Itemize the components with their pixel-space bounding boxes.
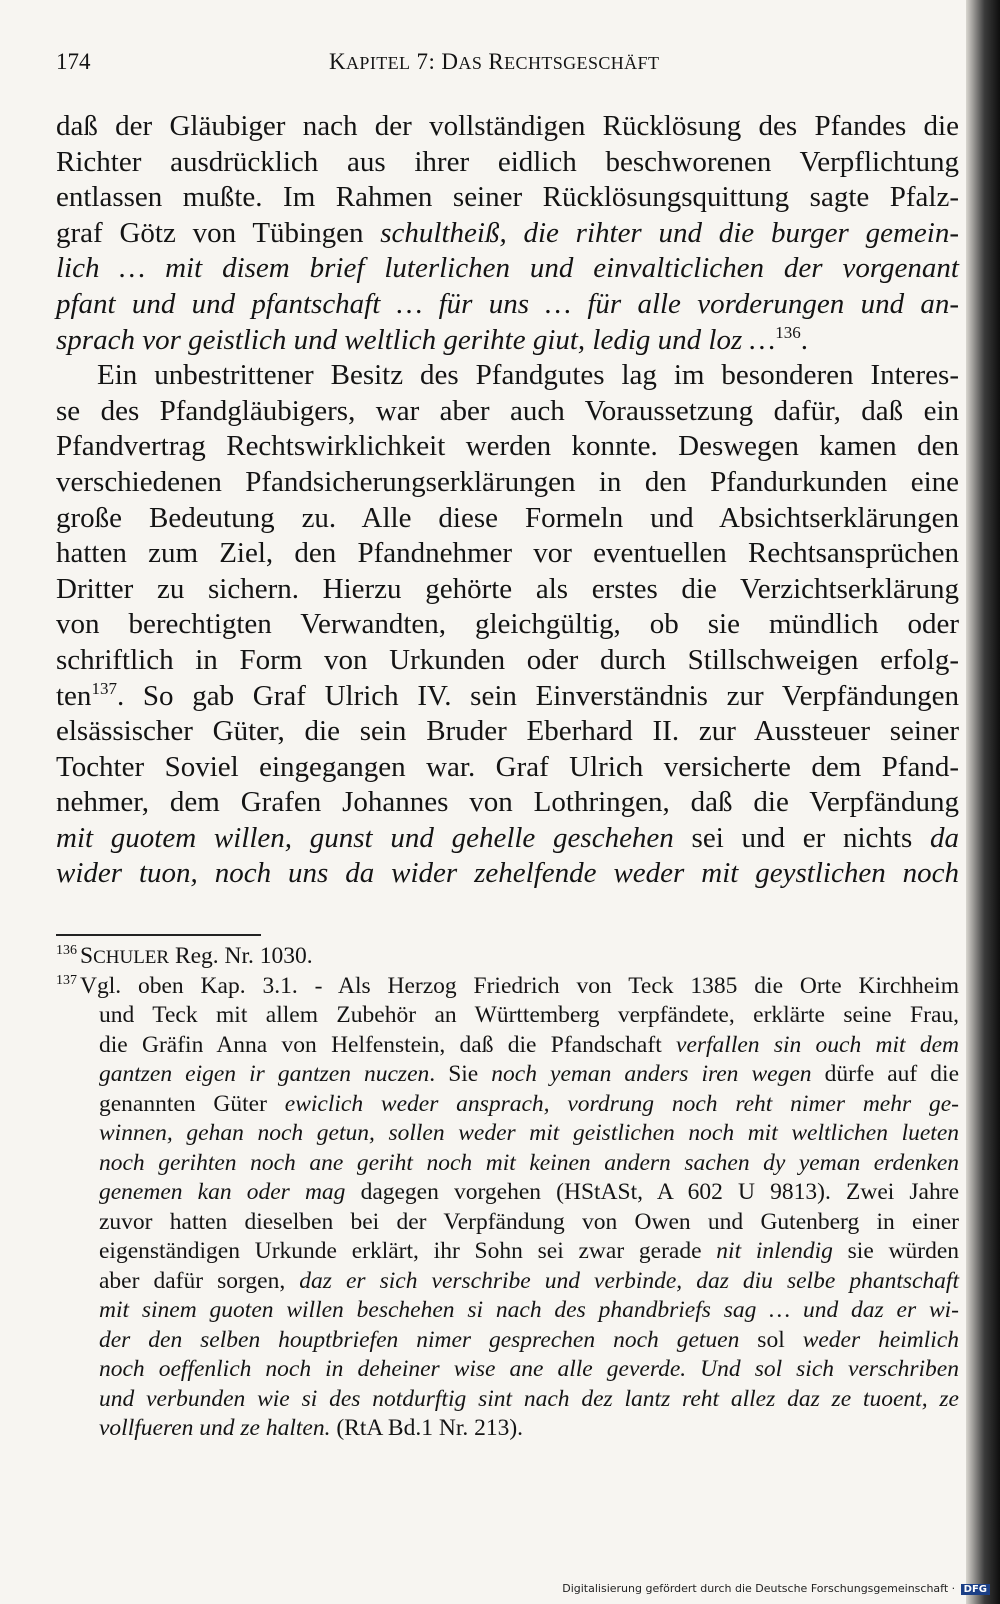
text-line: Tochter Soviel eingegangen war. Graf Ulrich versicherte dem Pfand-	[56, 750, 959, 783]
text-line: hatten zum Ziel, den Pfandnehmer vor eventuellen Rechtsansprüchen	[56, 537, 959, 570]
footnote-line: die Gräfin Anna von Helfenstein, daß die Pfandschaft verfallen sin ouch mit dem	[99, 1031, 959, 1058]
footnote-line: der den selben houptbriefen nimer gesprechen noch getuen sol weder heimlich	[99, 1326, 959, 1353]
text-line: Richter ausdrücklich aus ihrer eidlich beschworenen Verpflichtung	[56, 145, 959, 178]
footnote-line: und verbunden wie si des notdurftig sint nach dez lantz reht allez daz ze tuoent, ze	[99, 1385, 959, 1412]
text-line: sprach vor geistlich und weltlich gerihte giut, ledig und loz …$^{136}$.	[56, 322, 809, 356]
text-line: schriftlich in Form von Urkunden oder durch Stillschweigen erfolg-	[56, 643, 959, 676]
footnote-line: aber dafür sorgen, daz er sich verschribe und verbinde, daz diu selbe phantschaft	[99, 1267, 959, 1294]
text-line: verschiedenen Pfandsicherungserklärungen in den Pfandurkunden eine	[56, 465, 959, 498]
footnote-line: zuvor hatten dieselben bei der Verpfändung von Owen und Gutenberg in einer	[99, 1208, 959, 1235]
footnote-ref-136[interactable]: 136	[775, 322, 801, 342]
footnote-line: noch oeffenlich noch in deheiner wise ane alle geverde. Und sol sich verschriben	[99, 1356, 959, 1382]
page-number: 174	[56, 49, 91, 74]
scan-binding-edge	[966, 0, 1000, 1604]
footnote-line: winnen, gehan noch getun, sollen weder mit geistlichen noch mit weltlichen lueten	[99, 1120, 959, 1146]
text-line: Dritter zu sichern. Hierzu gehörte als erstes die Verzichtserklärung	[56, 572, 959, 605]
text-line: pfant und und pfantschaft … für uns … für alle vorderungen und an-	[56, 287, 959, 320]
text-line: ten$^{137}$. So gab Graf Ulrich IV. sein Einverständnis zur Verpfändungen	[56, 678, 959, 712]
text-line: Pfandvertrag Rechtswirklichkeit werden konnte. Deswegen kamen den	[56, 430, 959, 463]
footnote-line: eigenständigen Urkunde erklärt, ihr Sohn sei zwar gerade nit inlendig sie würden	[99, 1238, 959, 1264]
footnote-number: 136	[56, 943, 77, 958]
footnote-136: $^{136}$ SCHULER Reg. Nr. 1030.	[56, 943, 313, 969]
footnote-line: gantzen eigen ir gantzen nuczen. Sie noch yeman anders iren wegen dürfe auf die	[99, 1061, 959, 1087]
text-line: entlassen mußte. Im Rahmen seiner Rücklösungsquittung sagte Pfalz-	[56, 181, 959, 214]
text-line: wider tuon, noch uns da wider zehelfende weder mit geystlichen noch	[56, 857, 959, 890]
text-line: von berechtigten Verwandten, gleichgültig, ob sie mündlich oder	[56, 608, 959, 641]
text-line: daß der Gläubiger nach der vollständigen Rücklösung des Pfandes die	[56, 110, 959, 142]
footnote-137: $^{137}$ Vgl. oben Kap. 3.1. - Als Herzog Friedrich von Teck 1385 die Orte Kirchheim	[56, 972, 959, 999]
text-line: elsässischer Güter, die sein Bruder Eberhard II. zur Aussteuer seiner	[56, 715, 959, 748]
footnote-line: genannten Güter ewiclich weder ansprach, vordrung noch reht nimer mehr ge-	[99, 1090, 959, 1117]
text-line: se des Pfandgläubigers, war aber auch Voraussetzung dafür, daß ein	[56, 394, 959, 427]
text-line: nehmer, dem Grafen Johannes von Lothringen, daß die Verpfändung	[56, 786, 959, 819]
text-line: mit guotem willen, gunst und gehelle geschehen sei und er nichts da	[56, 821, 959, 854]
running-header	[56, 49, 946, 83]
main-text	[56, 109, 959, 892]
text-line: Ein unbestrittener Besitz des Pfandgutes lag im besonderen Interes-	[97, 359, 959, 392]
footnote-line: mit sinem guoten willen beschehen si nach des phandbriefs sag … und daz er wi-	[99, 1297, 959, 1323]
digitization-credit: Digitalisierung gefördert durch die Deutsche Forschungsgemeinschaft · DFG	[562, 1582, 990, 1600]
text-line: lich … mit disem brief luterlichen und einvalticlichen der vorgenant	[56, 252, 959, 285]
footnote-line: genemen kan oder mag dagegen vorgehen (HStASt, A 602 U 9813). Zwei Jahre	[99, 1179, 959, 1205]
chapter-title: KAPITEL 7: DAS RECHTSGESCHÄFT	[329, 49, 660, 74]
footnote-separator	[56, 934, 261, 936]
footnote-number: 137	[56, 972, 77, 988]
footnote-line: und Teck mit allem Zubehör an Württemberg verpfändete, erklärte seine Frau,	[99, 1002, 959, 1028]
text-line: große Bedeutung zu. Alle diese Formeln und Absichtserklärungen	[56, 501, 959, 534]
footnote-line: vollfueren und ze halten. (RtA Bd.1 Nr. 213).	[99, 1415, 524, 1441]
footnote-ref-137[interactable]: 137	[91, 678, 117, 698]
text-line: graf Götz von Tübingen schultheiß, die rihter und die burger gemein-	[56, 216, 959, 249]
dfg-logo: DFG	[961, 1584, 990, 1595]
footnotes	[56, 942, 959, 1444]
footnote-line: noch gerihten noch ane geriht noch mit keinen andern sachen dy yeman erdenken	[99, 1149, 959, 1176]
